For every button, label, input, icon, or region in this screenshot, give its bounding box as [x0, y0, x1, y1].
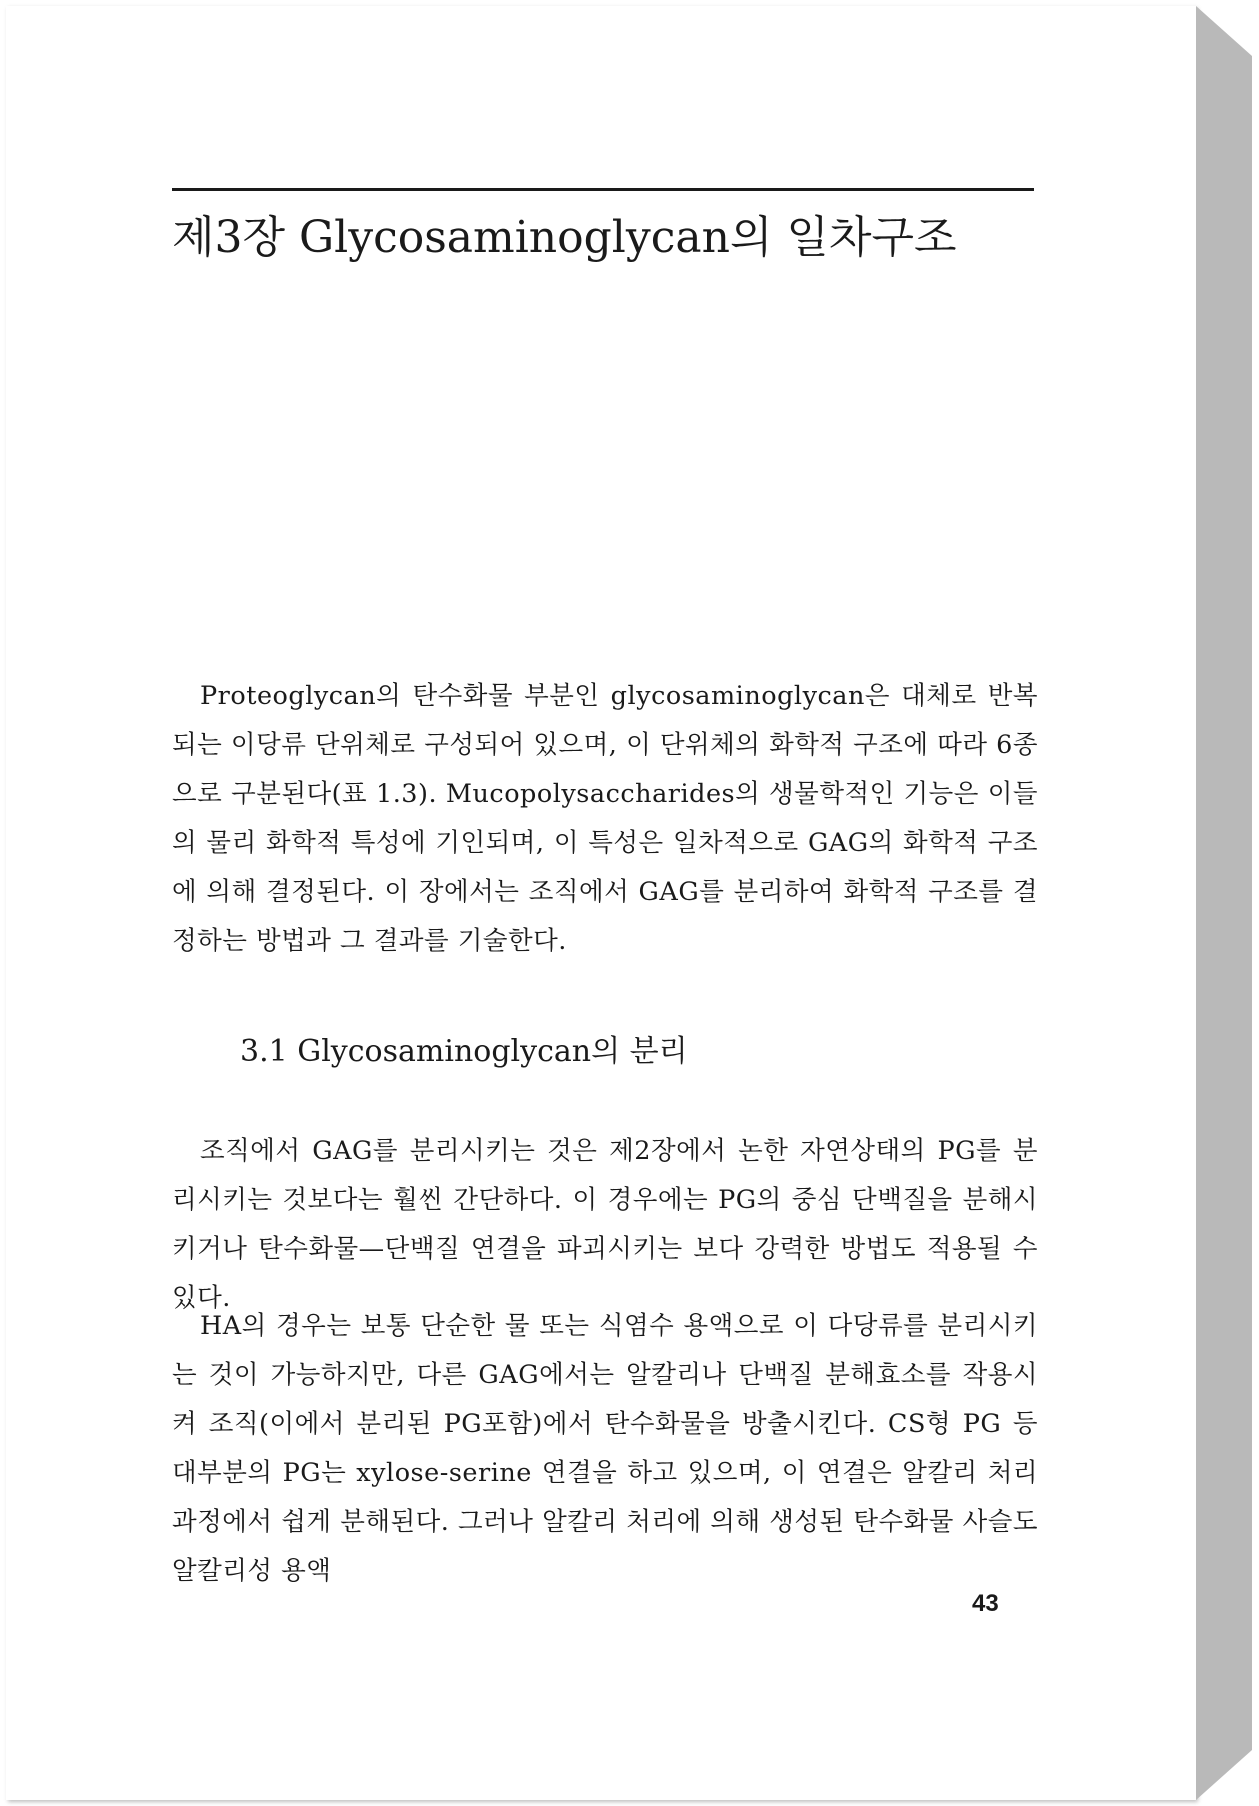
chapter-title: 제3장 Glycosaminoglycan의 일차구조 — [172, 212, 957, 263]
chapter-rule — [172, 188, 1034, 191]
section-heading: 3.1 Glycosaminoglycan의 분리 — [240, 1034, 688, 1069]
section-paragraph-2: HA의 경우는 보통 단순한 물 또는 식염수 용액으로 이 다당류를 분리시키는 것이 가능하지만, 다른 GAG에서는 알칼리나 단백질 분해효소를 작용시켜 조직(이에서 분리된 PG포함)에서 탄수화물을 방출시킨다. CS형 PG 등 대부분의 PG는 xylose-serine 연결을 하고 있으며, 이 연결은 알칼리 처리과정에서 쉽게 분해된다. 그러나 알칼리 처리에 의해 생성된 탄수화물 사슬도 알칼리성 용액 — [172, 1311, 1038, 1586]
page — [6, 6, 1196, 1800]
section-paragraph-1: 조직에서 GAG를 분리시키는 것은 제2장에서 논한 자연상태의 PG를 분리시키는 것보다는 훨씬 간단하다. 이 경우에는 PG의 중심 단백질을 분해시키거나 탄수화물—단백질 연결을 파괴시키는 보다 강력한 방법도 적용될 수 있다. — [172, 1136, 1038, 1313]
page-number: 43 — [972, 1590, 999, 1617]
page-stack-edge — [1196, 6, 1252, 1800]
intro-paragraph: Proteoglycan의 탄수화물 부분인 glycosaminoglycan은 대체로 반복되는 이당류 단위체로 구성되어 있으며, 이 단위체의 화학적 구조에 따라 6종으로 구분된다(표 1.3). Mucopolysaccharides의 생물학적인 기능은 이들의 물리 화학적 특성에 기인되며, 이 특성은 일차적으로 GAG의 화학적 구조에 의해 결정된다. 이 장에서는 조직에서 GAG를 분리하여 화학적 구조를 결정하는 방법과 그 결과를 기술한다. — [172, 681, 1038, 956]
